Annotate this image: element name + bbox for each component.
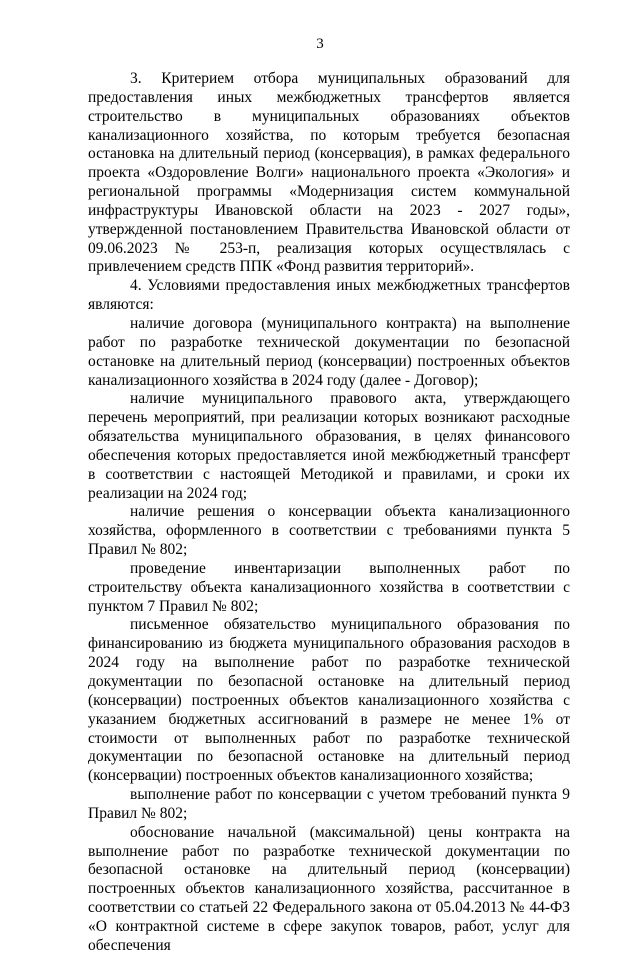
document-body — [88, 70, 570, 956]
paragraph-inventory: проведение инвентаризации выполненных работ по строительству объекта канализационного хозяйства в соответствии с пунктом 7 Правил № 802; — [88, 559, 570, 615]
page-number: 3 — [316, 36, 324, 52]
paragraph-criterion: 3. Критерием отбора муниципальных образований для предоставления иных межбюджетных трансфертов является строительство в муниципальных образованиях объектов канализационного хозяйства, по которым требуется безопасная остановка на длительный период (консервация), в рамках федерального проекта «Оздоровление Волги» национального проекта «Экология» и региональной программы «Модернизация систем коммунальной инфраструктуры Ивановской области на 2023 - 2027 годы», утвержденной постановлением Правительства Ивановской области от 09.06.2023 № 253-п, реализация которых осуществлялась с привлечением средств ППК «Фонд развития территорий». — [88, 70, 570, 276]
paragraph-conservation-decision: наличие решения о консервации объекта канализационного хозяйства, оформленного в соответствии с требованиями пункта 5 Правил № 802; — [88, 503, 570, 559]
paragraph-price-justification: обоснование начальной (максимальной) цены контракта на выполнение работ по разработке технической документации по безопасной остановке на длительный период (консервации) построенных объектов канализационного хозяйства, рассчитанное в соответствии со статьей 22 Федерального закона от 05.04.2013 № 44-ФЗ «О контрактной системе в сфере закупок товаров, работ, услуг для обеспечения — [88, 823, 570, 954]
paragraph-contract: наличие договора (муниципального контракта) на выполнение работ по разработке технической документации по безопасной остановке на длительный период (консервации) построенных объектов канализационного хозяйства в 2024 году (далее - Договор); — [88, 314, 570, 389]
paragraph-legal-act: наличие муниципального правового акта, утверждающего перечень мероприятий, при реализации которых возникают расходные обязательства муниципального образования, в целях финансового обеспечения которых предоставляется иной межбюджетный трансферт в соответствии с настоящей Методикой и правилами, и сроки их реализации на 2024 год; — [88, 390, 570, 502]
paragraph-conditions-heading: 4. Условиями предоставления иных межбюджетных трансфертов являются: — [88, 277, 570, 314]
paragraph-conservation-works: выполнение работ по консервации с учетом требований пункта 9 Правил № 802; — [88, 786, 570, 822]
paragraph-written-obligation: письменное обязательство муниципального образования по финансированию из бюджета муниципального образования расходов в 2024 году на выполнение работ по разработке технической документации по безопасной остановке на длительный период (консервации) построенных объектов канализационного хозяйства с указанием бюджетных ассигнований в размере не менее 1% от стоимости от выполненных работ по разработке технической документации по безопасной остановке на длительный период (консервации) построенных объектов канализационного хозяйства; — [88, 616, 570, 785]
